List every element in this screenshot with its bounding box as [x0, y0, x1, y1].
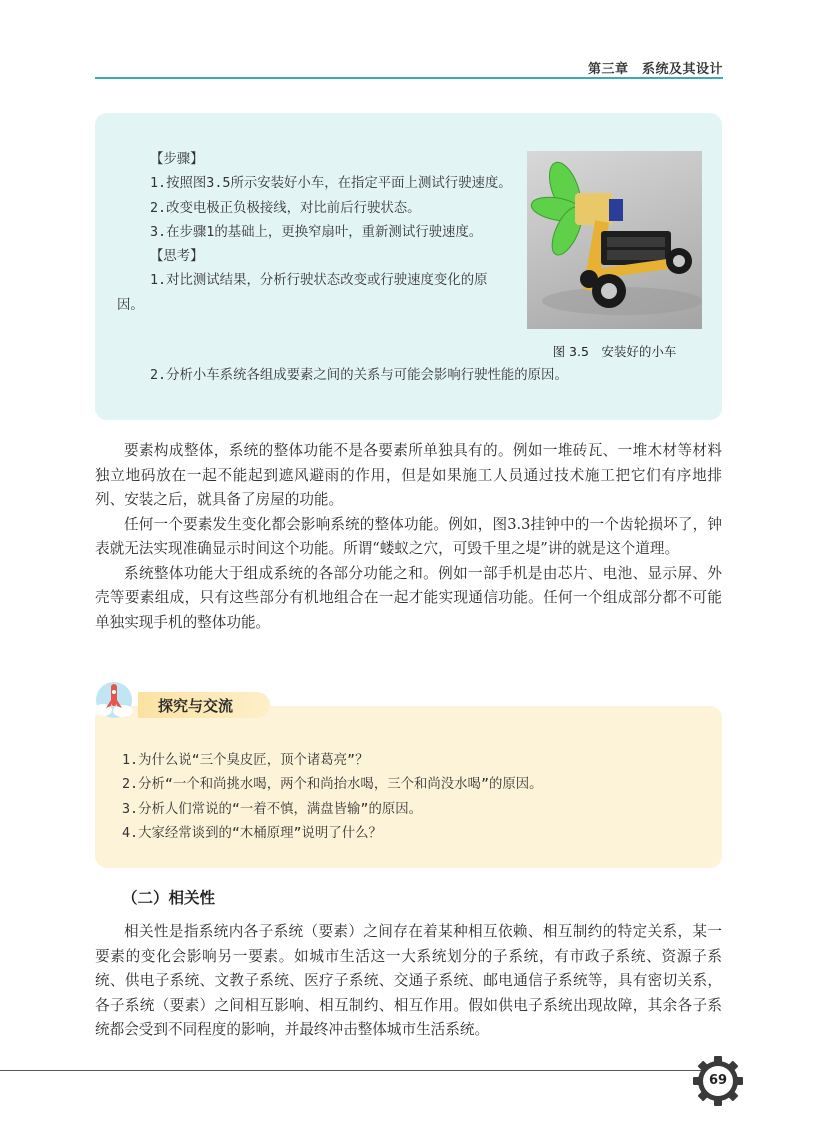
running-header — [95, 58, 723, 78]
figure-caption: 图 3.5 安装好的小车 — [552, 344, 677, 359]
think-2: 2.分析小车系统各组成要素之间的关系与可能会影响行驶性能的原因。 — [150, 368, 568, 383]
header-rule — [95, 77, 723, 79]
section-body — [95, 920, 722, 1043]
body-paragraphs — [95, 439, 722, 635]
page-number: 69 — [708, 1073, 728, 1088]
explore-title: 探究与交流 — [158, 697, 234, 715]
explore-question: 3.分析人们常说的“一着不慎，满盘皆输”的原因。 — [122, 801, 423, 817]
car-photo — [527, 151, 702, 329]
step-2: 2.改变电极正负极接线，对比前后行驶状态。 — [150, 200, 421, 216]
section-heading: （二）相关性 — [122, 889, 216, 907]
step-1: 1.按照图3.5所示安装好小车，在指定平面上测试行驶速度。 — [150, 176, 512, 192]
chapter-title: 第三章 系统及其设计 — [587, 62, 723, 77]
footer-rule — [0, 1070, 720, 1071]
explore-question-list — [122, 749, 712, 846]
rocket-icon — [89, 678, 139, 718]
explore-question: 2.分析“一个和尚挑水喝，两个和尚抬水喝，三个和尚没水喝”的原因。 — [122, 777, 543, 793]
explore-question: 1.为什么说“三个臭皮匠，顶个诸葛亮”？ — [122, 753, 369, 768]
paragraph-3: 系统整体功能大于组成系统的各部分功能之和。例如一部手机是由芯片、电池、显示屏、外壳等要素组成，只有这些部分有机地组合在一起才能实现通信功能。任何一个组成部分都不可能单独实现手机的整体功能。 — [95, 564, 722, 631]
think-1: 1.对比测试结果，分析行驶状态改变或行驶速度变化的原因。 — [117, 273, 488, 313]
toy-car-illustration — [527, 151, 702, 329]
step-3: 3.在步骤1的基础上，更换窄扇叶，重新测试行驶速度。 — [150, 224, 483, 240]
paragraph-1: 要素构成整体，系统的整体功能不是各要素所单独具有的。例如一堆砖瓦、一堆木材等材料独立地码放在一起不能起到遮风避雨的作用，但是如果施工人员通过技术施工把它们有序地排列、安装之后，就具备了房屋的功能。 — [95, 442, 722, 508]
activity-steps — [117, 148, 512, 318]
think-title: 【思考】 — [150, 249, 204, 265]
steps-title: 【步骤】 — [150, 152, 204, 167]
explore-question: 4.大家经常谈到的“木桶原理”说明了什么？ — [122, 825, 382, 841]
section-paragraph: 相关性是指系统内各子系统（要素）之间存在着某种相互依赖、相互制约的特定关系，某一要素的变化会影响另一要素。如城市生活这一大系统划分的子系统，有市政子系统、资源子系统、供电子系统、文教子系统、医疗子系统、交通子系统、邮电通信子系统等，具有密切关系，各子系统（要素）之间相互影响、相互制约、相互作用。假如供电子系统出现故障，其余各子系统都会受到不同程度的影响，并最终冲击整体城市生活系统。 — [95, 923, 722, 1038]
paragraph-2: 任何一个要素发生变化都会影响系统的整体功能。例如，图3.3挂钟中的一个齿轮损坏了，钟表就无法实现准确显示时间这个功能。所谓“蝼蚁之穴，可毁千里之堤”讲的就是这个道理。 — [95, 515, 722, 557]
